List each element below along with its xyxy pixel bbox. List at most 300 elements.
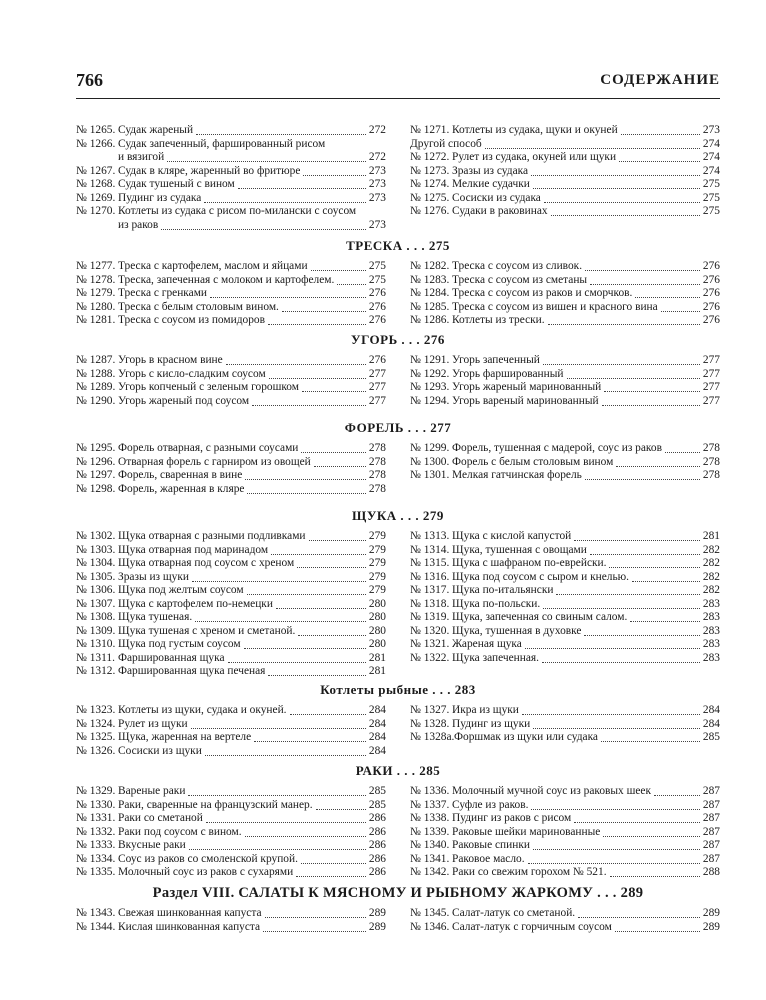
toc-entry[interactable] [76, 584, 386, 598]
leader-dots [245, 836, 366, 837]
entry-page: 275 [702, 191, 720, 204]
entry-number: № 1340. [410, 839, 450, 851]
entry-title: Раковые шейки маринованные [452, 825, 601, 838]
entry-number: № 1328. [410, 717, 450, 730]
entry-page: 274 [702, 151, 720, 163]
toc-entry[interactable] [76, 205, 386, 232]
leader-dots [604, 391, 700, 392]
toc-entry[interactable] [410, 718, 720, 732]
entry-page: 279 [368, 570, 386, 583]
entry-number: № 1279. [76, 287, 116, 299]
toc-entry[interactable] [76, 866, 386, 880]
toc-section [76, 508, 720, 677]
entry-page: 284 [368, 744, 386, 757]
entry-title: Щука отварная с разными подливками [118, 530, 306, 542]
entry-title: Фаршированная щука [118, 651, 225, 664]
entry-title: Щука с картофелем по-немецки [118, 597, 273, 610]
toc-entry[interactable] [410, 921, 720, 935]
leader-dots [603, 836, 700, 837]
entry-title: Треска с соусом из вишен и красного вина [452, 300, 658, 313]
leader-dots [616, 466, 700, 467]
running-title: СОДЕРЖАНИЕ [600, 72, 720, 88]
entry-number: № 1341. [410, 852, 450, 865]
toc-entry[interactable] [76, 178, 386, 192]
leader-dots [525, 648, 700, 649]
entry-title: Форель, тушенная с мадерой, соус из раков [452, 442, 662, 454]
entry-page: 276 [368, 354, 386, 366]
leader-dots [543, 364, 700, 365]
toc-entry[interactable] [76, 483, 386, 497]
toc-entry[interactable] [76, 665, 386, 679]
entry-page: 277 [702, 381, 720, 393]
toc-entry[interactable] [410, 469, 720, 483]
leader-dots [316, 809, 366, 810]
entry-number: № 1345. [410, 907, 450, 919]
toc-entry[interactable] [76, 314, 386, 328]
leader-dots [602, 405, 700, 406]
entry-page: 272 [368, 151, 386, 163]
entry-number: № 1320. [410, 624, 450, 637]
entry-page: 279 [368, 557, 386, 569]
leader-dots [226, 364, 366, 365]
toc-section [76, 682, 720, 757]
entry-title: Треска с соусом из помидоров [118, 314, 265, 326]
leader-dots [485, 148, 700, 149]
leader-dots [311, 270, 366, 271]
toc-entry[interactable] [76, 301, 386, 315]
entry-number: № 1270. [76, 205, 116, 217]
leader-dots [245, 479, 366, 480]
toc-entry[interactable] [76, 368, 386, 382]
entry-page: 278 [702, 455, 720, 468]
toc-entry[interactable] [76, 354, 386, 368]
toc-section [76, 332, 720, 407]
toc-entry[interactable] [410, 314, 720, 328]
entry-title: Угорь с кисло-сладким соусом [118, 367, 266, 380]
entry-number: № 1331. [76, 812, 116, 824]
entry-title: Сосиски из судака [452, 191, 541, 204]
entry-number: № 1299. [410, 442, 450, 454]
toc-entry[interactable] [410, 530, 720, 544]
toc-entry[interactable] [76, 704, 386, 718]
leader-dots [206, 822, 366, 823]
entry-page: 289 [368, 907, 386, 919]
entry-number: № 1315. [410, 557, 450, 569]
toc-entry[interactable] [76, 165, 386, 179]
entry-page: 285 [368, 785, 386, 797]
toc-column-left [76, 907, 386, 934]
entry-page: 277 [368, 394, 386, 407]
toc-column-left [76, 124, 386, 232]
toc-entry[interactable] [410, 274, 720, 288]
toc-entry[interactable] [410, 866, 720, 880]
entry-number: № 1308. [76, 611, 116, 623]
toc-entry[interactable] [410, 442, 720, 456]
section-heading[interactable]: ЩУКА . . . 279 [352, 508, 444, 523]
toc-column-right [410, 530, 720, 665]
entry-page: 284 [702, 717, 720, 730]
toc-entry[interactable] [76, 124, 386, 138]
entry-page: 287 [702, 812, 720, 824]
toc-entry[interactable] [410, 381, 720, 395]
toc-entry[interactable] [76, 652, 386, 666]
toc-entry[interactable] [76, 192, 386, 206]
entry-title: Салат-латук со сметаной. [452, 907, 576, 919]
entry-title: Мелкие судачки [452, 178, 530, 190]
entry-title: Зразы из судака [452, 164, 529, 177]
leader-dots [282, 311, 366, 312]
toc-entry[interactable] [410, 124, 720, 138]
entry-number: № 1284. [410, 287, 450, 299]
toc-column-right [410, 260, 720, 328]
entry-title: Форшмак из щуки или судака [454, 731, 598, 743]
entry-title: Сосиски из щуки [118, 744, 202, 757]
toc-entry[interactable] [76, 442, 386, 456]
leader-dots [161, 229, 366, 230]
toc-entry[interactable] [410, 652, 720, 666]
entry-title: Щука, тушенная с овощами [452, 543, 587, 556]
entry-number: № 1335. [76, 866, 116, 878]
toc-entry[interactable] [410, 287, 720, 301]
toc-entry[interactable] [410, 301, 720, 315]
entry-number: № 1325. [76, 731, 116, 743]
leader-dots [268, 675, 366, 676]
entry-page: 287 [702, 798, 720, 811]
leader-dots [337, 284, 366, 285]
entry-page: 285 [702, 731, 720, 743]
entry-number: № 1268. [76, 178, 116, 190]
toc-entry[interactable] [76, 571, 386, 585]
entry-number: № 1305. [76, 570, 116, 583]
entry-page: 277 [702, 394, 720, 407]
toc-entry[interactable] [410, 368, 720, 382]
entry-page: 280 [368, 611, 386, 623]
toc-entry[interactable] [76, 799, 386, 813]
entry-page: 278 [702, 442, 720, 454]
entry-title: Фаршированная щука печеная [118, 665, 266, 677]
toc-column-right [410, 354, 720, 408]
entry-page: 276 [702, 300, 720, 313]
entry-title: Угорь жареный под соусом [118, 394, 250, 407]
leader-dots [601, 741, 700, 742]
toc-entry[interactable] [410, 571, 720, 585]
toc-entry[interactable] [76, 469, 386, 483]
leader-dots [196, 134, 366, 135]
toc-entry[interactable] [410, 731, 720, 745]
entry-number: № 1281. [76, 314, 116, 326]
toc-entry[interactable] [410, 826, 720, 840]
entry-number: № 1295. [76, 442, 116, 454]
entry-title: Кислая шинкованная капуста [118, 920, 261, 933]
toc-column-left [76, 442, 386, 496]
entry-number: № 1273. [410, 164, 450, 177]
leader-dots [585, 479, 700, 480]
toc-entry[interactable] [76, 381, 386, 395]
entry-title: Щука с шафраном по-еврейски. [452, 557, 607, 569]
toc-entry[interactable] [76, 260, 386, 274]
toc-entry[interactable] [76, 853, 386, 867]
toc-column-left [76, 785, 386, 880]
entry-page: 277 [702, 367, 720, 380]
entry-number: № 1271. [410, 124, 450, 136]
entry-title: Вкусные раки [118, 839, 186, 851]
entry-page: 282 [702, 584, 720, 596]
toc-entry[interactable] [76, 718, 386, 732]
entry-title: Угорь запеченный [452, 354, 540, 366]
toc-entry[interactable] [410, 853, 720, 867]
entry-number: № 1294. [410, 394, 450, 407]
entry-title: Щука по-итальянски [452, 584, 554, 596]
entry-page: 283 [702, 624, 720, 637]
leader-dots [584, 635, 699, 636]
toc-entry[interactable] [410, 165, 720, 179]
entry-page: 275 [702, 178, 720, 190]
entry-number: № 1334. [76, 852, 116, 865]
entry-page: 278 [368, 442, 386, 454]
entry-title: Судаки в раковинах [452, 205, 548, 217]
entry-number: № 1318. [410, 597, 450, 610]
entry-title: Форель отварная, с разными соусами [118, 442, 299, 454]
entry-number: № 1283. [410, 273, 450, 286]
entry-title: Вареные раки [118, 785, 186, 797]
toc-entry[interactable] [76, 611, 386, 625]
toc-entry[interactable] [410, 907, 720, 921]
entry-title: Раки со сметаной [118, 812, 203, 824]
entry-number: № 1292. [410, 367, 450, 380]
toc-entry[interactable] [410, 611, 720, 625]
toc-entry[interactable] [76, 731, 386, 745]
entry-number: № 1301. [410, 469, 450, 481]
leader-dots [269, 378, 366, 379]
entry-page: 272 [368, 124, 386, 136]
leader-dots [263, 931, 366, 932]
entry-title: Судак запеченный, фаршированный рисом [118, 137, 326, 150]
entry-page: 283 [702, 638, 720, 650]
entry-page: 278 [368, 482, 386, 495]
toc-entry[interactable] [76, 839, 386, 853]
toc-column-right [410, 907, 720, 934]
toc-entry[interactable] [410, 354, 720, 368]
entry-number: № 1326. [76, 744, 116, 757]
entry-title: Угорь жареный маринованный [452, 381, 602, 393]
leader-dots [533, 188, 700, 189]
entry-title: Судак тушеный с вином [118, 178, 235, 190]
toc-entry[interactable] [410, 557, 720, 571]
entry-number: № 1344. [76, 920, 116, 933]
entry-number: № 1330. [76, 798, 116, 811]
toc-entry[interactable] [410, 704, 720, 718]
toc-entry[interactable] [410, 812, 720, 826]
toc-entry[interactable] [76, 274, 386, 288]
entry-page: 279 [368, 584, 386, 596]
toc-entry[interactable] [76, 598, 386, 612]
leader-dots [578, 917, 700, 918]
toc-entry[interactable] [76, 544, 386, 558]
entry-page: 282 [702, 543, 720, 556]
toc-entry[interactable] [76, 826, 386, 840]
entry-number: № 1321. [410, 638, 450, 650]
toc-entry[interactable] [76, 395, 386, 409]
leader-dots [254, 741, 366, 742]
entry-title: Треска с соусом из раков и сморчков. [452, 287, 633, 299]
toc-entry[interactable] [76, 557, 386, 571]
section-heading[interactable]: ФОРЕЛЬ . . . 277 [344, 420, 452, 435]
toc-entry[interactable] [76, 907, 386, 921]
entry-page: 282 [702, 557, 720, 569]
entry-number: № 1313. [410, 530, 450, 542]
leader-dots [247, 493, 365, 494]
entry-number: № 1307. [76, 597, 116, 610]
entry-number: № 1333. [76, 839, 116, 851]
entry-title: Суфле из раков. [452, 798, 529, 811]
entry-number: № 1328а. [410, 731, 455, 743]
leader-dots [630, 621, 700, 622]
entry-page: 280 [368, 638, 386, 650]
entry-title: Угорь фаршированный [452, 367, 564, 380]
toc-column-right [410, 704, 720, 745]
leader-dots [290, 714, 366, 715]
toc-column-left [76, 530, 386, 679]
entry-page: 287 [702, 852, 720, 865]
toc-entry[interactable] [410, 638, 720, 652]
entry-page: 284 [702, 704, 720, 716]
leader-dots [544, 202, 700, 203]
leader-dots [276, 608, 366, 609]
entry-page: 283 [702, 611, 720, 623]
section-heading[interactable]: Котлеты рыбные . . . 283 [320, 682, 476, 697]
toc-entry[interactable] [410, 544, 720, 558]
entry-title: Соус из раков со смоленской крупой. [118, 852, 298, 865]
entry-title-continued: и вязигой [118, 151, 165, 163]
entry-title: Отварная форель с гарниром из овощей [118, 455, 311, 468]
entry-number: № 1267. [76, 164, 116, 177]
entry-number: № 1306. [76, 584, 116, 596]
toc-column-right [410, 124, 720, 219]
toc-entry[interactable] [410, 799, 720, 813]
entry-number: № 1339. [410, 825, 450, 838]
entry-number: № 1266. [76, 137, 116, 150]
toc-section [76, 420, 720, 495]
leader-dots [296, 876, 366, 877]
toc-entry[interactable] [76, 785, 386, 799]
entry-page: 285 [368, 798, 386, 811]
toc-entry[interactable] [410, 456, 720, 470]
section-heading[interactable]: Раздел VIII. САЛАТЫ К МЯСНОМУ И РЫБНОМУ ЖАРКОМУ . . . 289 [152, 885, 644, 901]
leader-dots [531, 175, 700, 176]
toc-entry[interactable] [410, 151, 720, 165]
entry-number: № 1336. [410, 785, 450, 797]
toc-entry[interactable] [76, 638, 386, 652]
entry-title: Свежая шинкованная капуста [118, 907, 262, 919]
entry-number: № 1290. [76, 394, 116, 407]
entry-title: Раковые спинки [452, 839, 530, 851]
toc-entry[interactable] [410, 192, 720, 206]
entry-page: 276 [368, 287, 386, 299]
toc-entry[interactable] [410, 395, 720, 409]
toc-entry[interactable] [410, 625, 720, 639]
toc-entry[interactable] [76, 456, 386, 470]
entry-title: Форель с белым столовым вином [452, 455, 614, 468]
toc-column-right [410, 785, 720, 880]
entry-title: Раки со свежим горохом № 521. [452, 866, 607, 878]
toc-entry[interactable] [410, 205, 720, 219]
toc-entry[interactable] [76, 745, 386, 759]
leader-dots [548, 324, 700, 325]
entry-page: 281 [368, 651, 386, 664]
toc-entry[interactable] [76, 287, 386, 301]
leader-dots [301, 863, 366, 864]
entry-page: 277 [368, 381, 386, 393]
toc-entry[interactable] [76, 138, 386, 165]
toc-section [76, 763, 720, 878]
leader-dots [609, 567, 699, 568]
entry-number: № 1316. [410, 570, 450, 583]
entry-page: 274 [702, 137, 720, 150]
entry-number: № 1302. [76, 530, 116, 542]
entry-title: Щука под густым соусом [118, 638, 241, 650]
entry-page: 280 [368, 597, 386, 610]
toc-entry[interactable] [410, 598, 720, 612]
toc-entry[interactable] [410, 584, 720, 598]
toc-entry[interactable] [410, 178, 720, 192]
entry-number: № 1332. [76, 825, 116, 838]
entry-title: Пудинг из щуки [452, 717, 531, 730]
leader-dots [574, 540, 700, 541]
leader-dots [247, 594, 366, 595]
entry-number: № 1277. [76, 260, 116, 272]
entry-title: Угорь в красном вине [118, 354, 223, 366]
toc-entry[interactable] [410, 138, 720, 152]
leader-dots [661, 311, 700, 312]
toc-entry[interactable] [410, 260, 720, 274]
header-rule [76, 98, 720, 99]
entry-page: 289 [702, 907, 720, 919]
toc-entry[interactable] [76, 921, 386, 935]
entry-title: Угорь копченый с зеленым горошком [118, 381, 299, 393]
entry-page: 276 [368, 314, 386, 326]
toc-entry[interactable] [76, 530, 386, 544]
section-heading[interactable]: УГОРЬ . . . 276 [351, 332, 445, 347]
leader-dots [615, 931, 700, 932]
leader-dots [301, 452, 366, 453]
toc-entry[interactable] [410, 785, 720, 799]
leader-dots [189, 849, 366, 850]
entry-title: Мелкая гатчинская форель [452, 469, 582, 481]
section-heading[interactable]: РАКИ . . . 285 [355, 763, 441, 778]
entry-number: № 1272. [410, 151, 450, 163]
entry-page: 284 [368, 731, 386, 743]
entry-page: 278 [702, 469, 720, 481]
entry-number: № 1287. [76, 354, 116, 366]
toc-section [76, 885, 720, 933]
leader-dots [632, 581, 700, 582]
leader-dots [238, 188, 366, 189]
leader-dots [302, 391, 366, 392]
toc-entry[interactable] [76, 812, 386, 826]
leader-dots [542, 662, 700, 663]
entry-page: 276 [702, 314, 720, 326]
entry-number: № 1329. [76, 785, 116, 797]
entry-title: Щука по-польски. [452, 597, 541, 610]
toc-entry[interactable] [76, 625, 386, 639]
toc-entry[interactable] [410, 839, 720, 853]
entry-page: 273 [368, 191, 386, 204]
entry-title: Щука тушеная с хреном и сметаной. [118, 624, 296, 637]
entry-page: 276 [702, 287, 720, 299]
entry-number: № 1343. [76, 907, 116, 919]
section-heading[interactable]: ТРЕСКА . . . 275 [346, 238, 450, 253]
leader-dots [567, 378, 700, 379]
